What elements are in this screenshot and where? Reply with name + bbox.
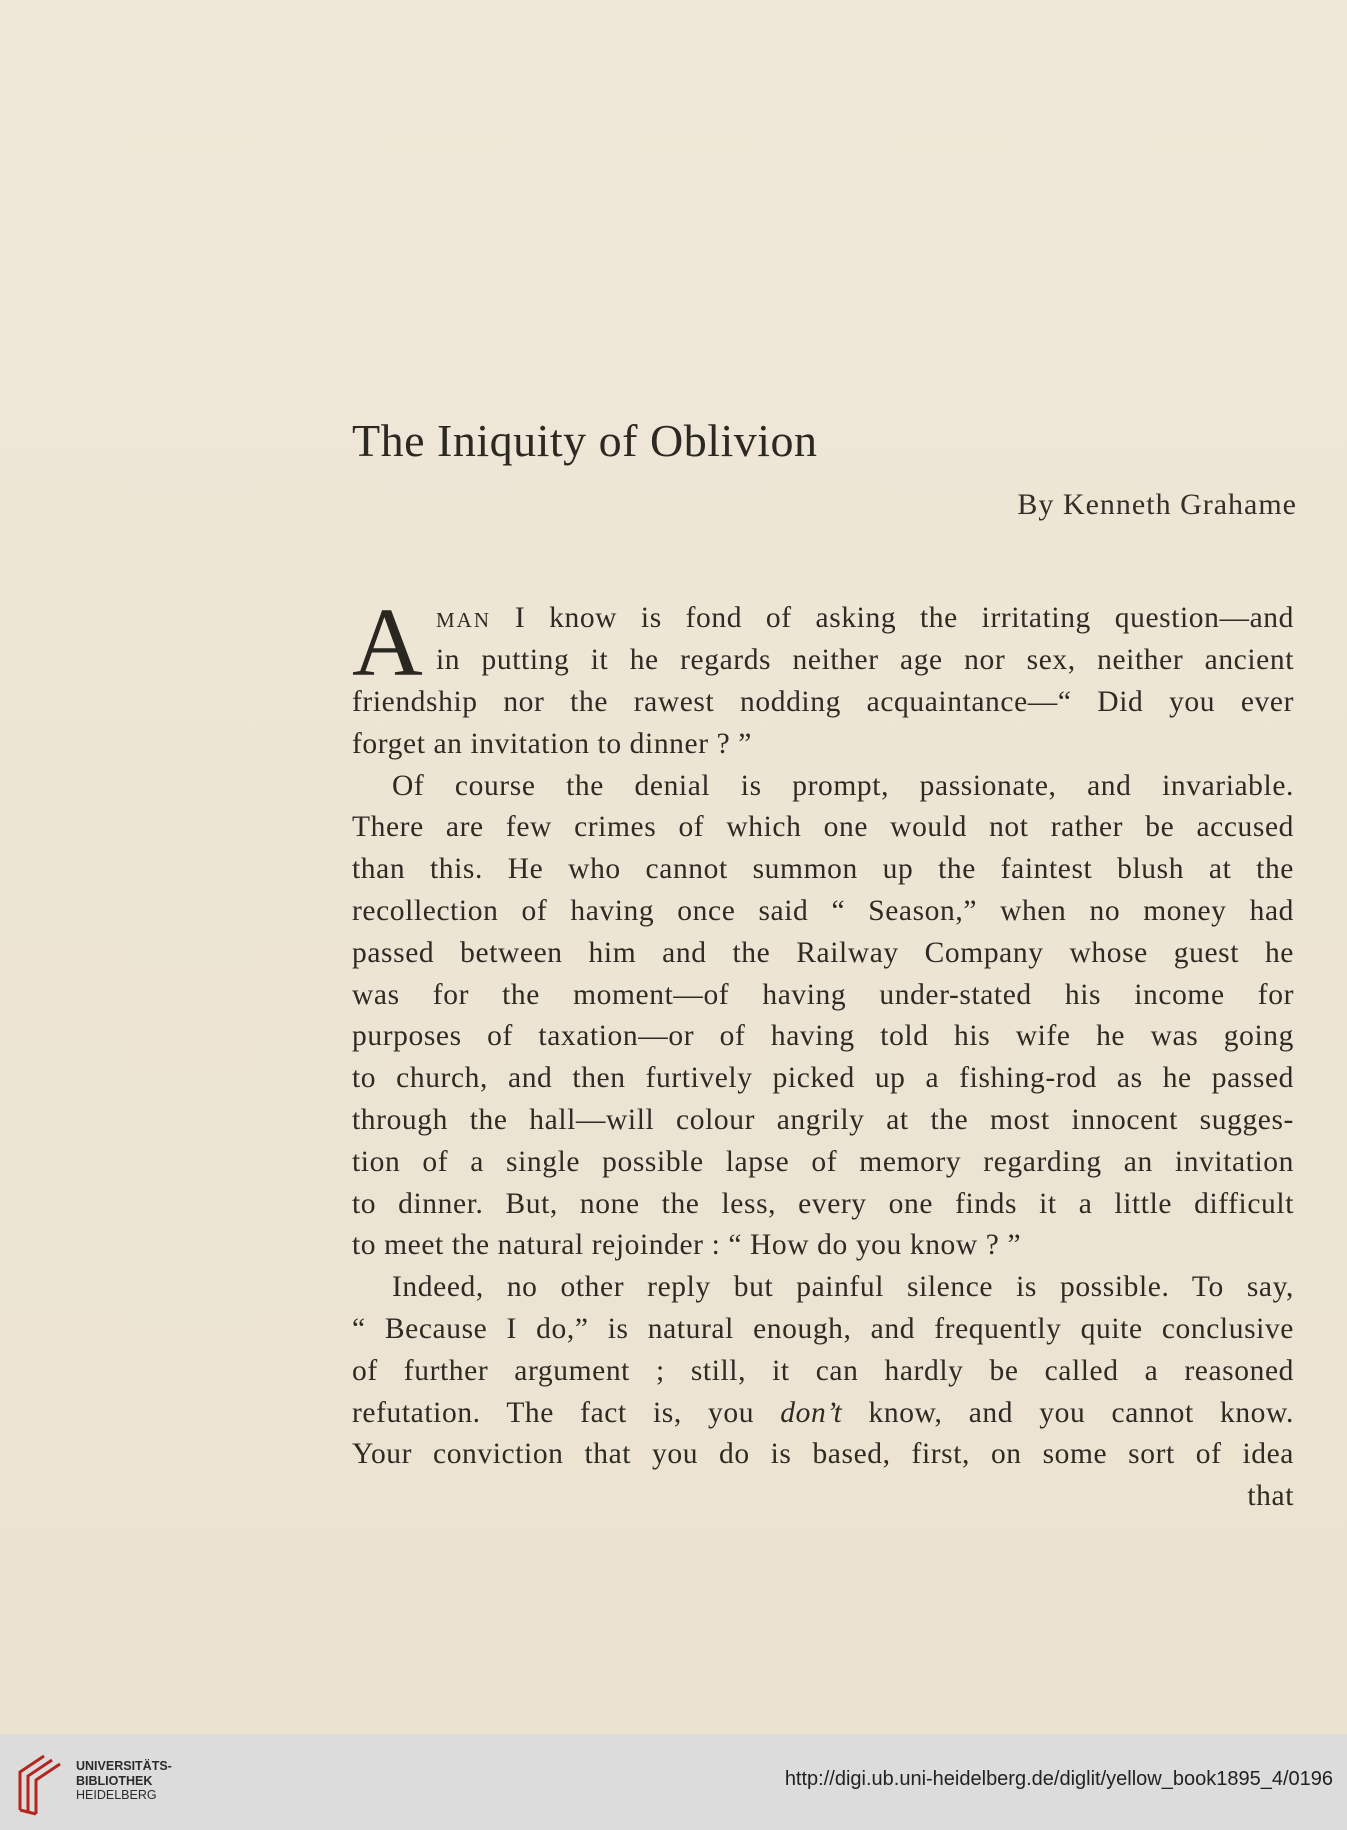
text-line <box>352 1393 1294 1435</box>
library-name <box>76 1759 172 1803</box>
text-line-fragment: refutation. The fact is, you <box>352 1396 781 1429</box>
italic-emphasis: don’t <box>780 1396 843 1429</box>
article-byline: By Kenneth Grahame <box>1017 488 1297 521</box>
text-line: forget an invitation to dinner ? ” <box>352 727 752 760</box>
text-line: than this. He who cannot summon up the faintest blush at the <box>352 853 1294 886</box>
permalink-url[interactable]: http://digi.ub.uni-heidelberg.de/diglit/yellow_book1895_4/0196 <box>784 1768 1333 1790</box>
text-line: Your conviction that you do is based, first, on some sort of idea <box>352 1438 1294 1471</box>
text-line: in putting it he regards neither age nor sex, neither ancient <box>436 643 1294 676</box>
text-line <box>352 598 1294 640</box>
library-name-line: BIBLIOTHEK <box>76 1773 153 1788</box>
library-name-line: UNIVERSITÄTS- <box>76 1759 172 1773</box>
text-line: of further argument ; still, it can hardly be called a reasoned <box>352 1354 1294 1387</box>
library-logo-icon <box>14 1750 66 1816</box>
text-line-fragment: I know is fond of asking the irritating question—and <box>491 602 1294 634</box>
text-line: friendship nor the rawest nodding acquaintance—“ Did you ever <box>352 686 1294 718</box>
catchword: that <box>1247 1480 1294 1513</box>
text-line: Indeed, no other reply but painful silence is possible. To say, <box>392 1271 1294 1304</box>
drop-cap: A <box>352 589 424 697</box>
article-body <box>352 589 1294 1518</box>
digitization-footer <box>0 1734 1347 1830</box>
text-line: “ Because I do,” is natural enough, and frequently quite conclusive <box>352 1312 1294 1345</box>
text-line: Of course the denial is prompt, passionate, and invariable. <box>392 769 1294 802</box>
text-line: There are few crimes of which one would not rather be accused <box>352 811 1294 844</box>
text-line: purposes of taxation—or of having told his wife he was going <box>352 1020 1294 1053</box>
text-line: passed between him and the Railway Company whose guest he <box>352 936 1294 969</box>
text-line: to meet the natural rejoinder : “ How do you know ? ” <box>352 1229 1022 1262</box>
text-line: through the hall—will colour angrily at the most innocent sugges- <box>352 1103 1294 1136</box>
lead-small-caps: man <box>436 602 492 634</box>
text-line: to church, and then furtively picked up a fishing-rod as he passed <box>352 1062 1294 1095</box>
text-line: tion of a single possible lapse of memory regarding an invitation <box>352 1145 1294 1178</box>
text-line-fragment: know, and you cannot know. <box>842 1396 1294 1429</box>
text-line: was for the moment—of having under-stated his income for <box>352 978 1294 1011</box>
text-line: to dinner. But, none the less, every one finds it a little difficult <box>352 1187 1294 1220</box>
library-name-line: HEIDELBERG <box>76 1788 157 1802</box>
text-line: recollection of having once said “ Season,” when no money had <box>352 894 1294 927</box>
article-title: The Iniquity of Oblivion <box>352 415 818 466</box>
